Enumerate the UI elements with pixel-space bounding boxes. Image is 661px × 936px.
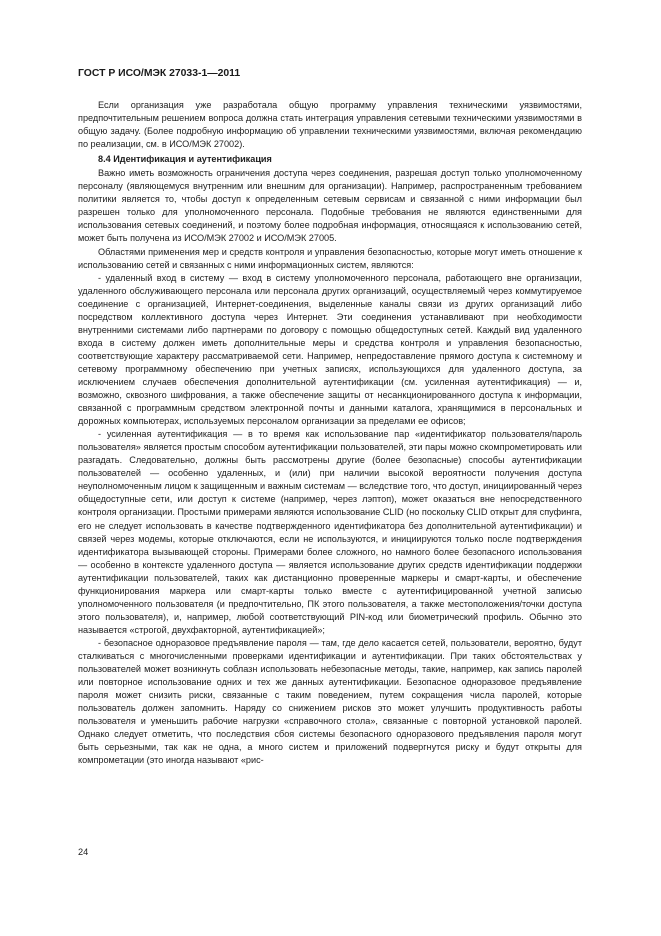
page-number: 24 <box>78 847 89 857</box>
paragraph-access-restriction: Важно иметь возможность ограничения доступа через соединения, разрешая доступ только уполномоченному персоналу (являющемуся внутренним или внешним для организации). Например, распространенным требованием политики является то, чтобы доступ к определенным сетевым сервисам и связанной с ними информации был разрешен только для уполномоченного персонала. Подобные требования не являются единственными для использования сетевых соединений, и поэтому более подробная информация, относящаяся к использованию сетей, может быть получена из ИСО/МЭК 27002 и ИСО/МЭК 27005. <box>78 168 582 244</box>
section-heading: 8.4 Идентификация и аутентификация <box>98 154 272 165</box>
list-item-remote-login: - удаленный вход в систему — вход в систему уполномоченного персонала, работающего вне организации, удаленного обслуживающего персонала или персонала других организаций, осуществляемый через коммутируемое соединение с организацией, Интернет-соединения, выделенные каналы связи из других организаций либо посредством коллективного доступа через Интернет. Эти соединения устанавливают при необходимости внутренними системами либо партнерами по договору с помощью общедоступных сетей. Каждый вид удаленного входа в систему должен иметь дополнительные меры и средства контроля и управления безопасностью, соответствующие характеру рассматриваемой сети. Например, непредоставление прямого доступа к системному и сетевому программному обеспечению при учетных записях, использующихся для удаленного доступа, за исключением случаев обеспечения дополнительной аутентификации (см. усиленная аутентификация) — и, возможно, сквозного шифрования, а также обеспечение защиты от несанкционированного доступа к информации, связанной с программным средством электронной почты и данными каталога, хранящимися в персональных и дорожных компьютерах, используемых персоналом организации за пределами ее офисов; <box>78 272 582 427</box>
list-item-single-sign-on: - безопасное одноразовое предъявление пароля — там, где дело касается сетей, пользователи, вероятно, будут сталкиваться с многочисленными проверками идентификации и аутентификации. При таких обстоятельствах у пользователей может возникнуть соблазн использовать небезопасные методы, такие, например, как запись паролей или повторное использование одних и тех же данных аутентификации. Безопасное одноразовое предъявление пароля может снизить риски, связанные с таким поведением, путем сокращения числа паролей, которые пользователь должен запомнить. Наряду со снижением рисков это может улучшить продуктивность работы пользователя и уменьшить рабочие нагрузки «справочного стола», связанные с повторной установкой паролей. Однако следует отметить, что последствия сбоя системы безопасного одноразового предъявления пароля могут быть серьезными, так как не одна, а много систем и приложений подвергнутся риску и будут открыты для компрометации (это иногда называют «рис- <box>78 637 582 766</box>
paragraph-control-areas: Областями применения мер и средств контроля и управления безопасностью, которые могут иметь отношение к использованию сетей и связанных с ними информационных систем, являются: <box>78 246 582 270</box>
document-header: ГОСТ Р ИСО/МЭК 27033-1—2011 <box>78 68 241 79</box>
paragraph-vulnerability-management: Если организация уже разработала общую программу управления техническими уязвимостями, предпочтительным решением вопроса должна стать интеграция управления сетевыми техническими уязвимостями в общую задачу. (Более подробную информацию об управлении техническими уязвимостями, включая рекомендацию по реализации, см. в ИСО/МЭК 27002). <box>78 100 582 150</box>
list-item-strong-authentication: - усиленная аутентификация — в то время как использование пар «идентификатор пользователя/пароль пользователя» является простым способом аутентификации пользователей, эти пары можно скомпрометировать или разгадать. Следовательно, должны быть рассмотрены другие (более безопасные) способы аутентификации пользователей — особенно удаленных, и (или) при наличии высокой вероятности получения доступа неуполномоченным лицом к защищенным и важным системам — вследствие того, что доступ, инициированный через общедоступные сети, или доступ к системе (например, через лэптоп), может оказаться вне непосредственного контроля организации. Простыми примерами являются использование CLID (но поскольку CLID открыт для спуфинга, его не следует использовать в качестве подтвержденного идентификатора без дополнительной аутентификации) и связей через модемы, которые отключаются, если не используются, и инициируются только после подтверждения идентификатора вызывающей стороны. Примерами более сложного, но намного более безопасного использования — особенно в контексте удаленного доступа — является использование других средств идентификации поддержки аутентификации пользователей, таких как дистанционно проверенные маркеры и смарт-карты, и обеспечение функционирования маркера или смарт-карты только вместе с аутентифицированной учетной записью уполномоченного пользователя (и предпочтительно, ПК этого пользователя, а также местоположения/точки доступа этого пользователя), и, например, любой соответствующий PIN-код или биометрический профиль. Обычно это называется «строгой, двухфакторной, аутентификацией»; <box>78 429 582 635</box>
document-body <box>78 99 582 767</box>
